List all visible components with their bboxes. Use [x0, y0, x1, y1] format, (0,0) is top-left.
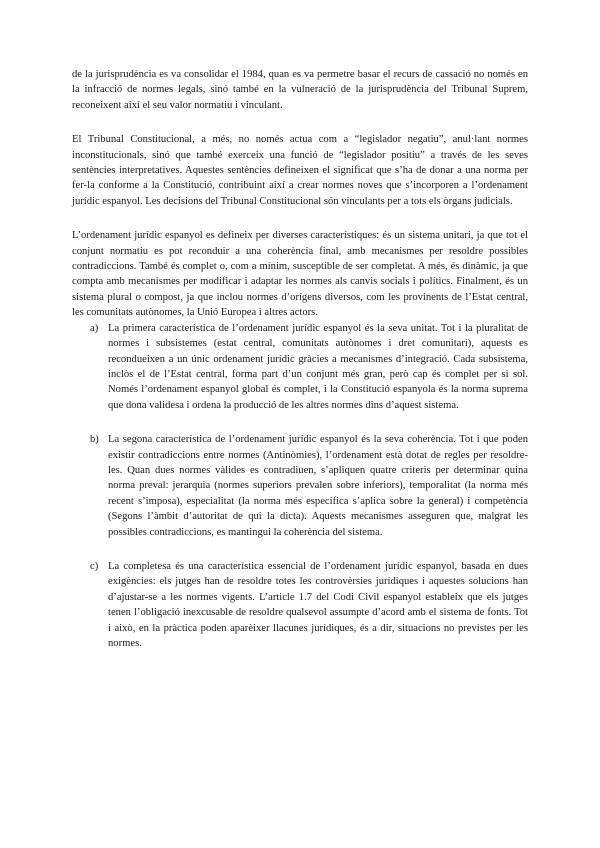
paragraph-spacer [72, 209, 528, 228]
list-marker: b) [90, 434, 99, 446]
paragraph-legal-order-characteristics: L’ordenament jurídic espanyol es defineix per diverses característiques: és un sistema unitari, ja que tot el conjunt normatiu es pot reconduir a una coherència final, amb mecanismes per resoldre possibles contradiccions. També és complet o, com a mínim, susceptible de ser completat. A més, és dinàmic, ja que compta amb mecanismes per modificar i adaptar les normes als canvis socials i polítics. Finalment, és un sistema plural o compost, ja que inclou normes d’orígens diversos, com les provinents de l’Estat central, les comunitats autònomes, la Unió Europea i altres actors. [72, 230, 528, 319]
list-item-unity [72, 321, 528, 413]
list-item-text: La primera característica de l’ordenament jurídic espanyol és la seva unitat. Tot i la pluralitat de normes i subsistemes (estat central, comunitats autònomes i dret comunitari), aquests es recondueixen a un únic ordenament jurídic gràcies a mecanismes d’integració. Cada subsistema, inclòs el de l’Estat central, forma part d’un conjunt més gran, però cap és complet per si sol. Només l’ordenament espanyol global és complet, i la Constitució espanyola és la norma suprema que dona validesa i ordena la producció de les altres normes dins d’aquest sistema. [108, 322, 528, 411]
list-item-coherence [72, 432, 528, 540]
list-item-text: La segona característica de l’ordenament jurídic espanyol és la seva coherència. Tot i que poden existir contradiccions entre normes (Antinòmies), l’ordenament està dotat de regles per resoldre-les. Quan dues normes vàlides es contradiuen, s’apliquen quatre criteris per determinar quina norma preval: jerarquia (normes superiors prevalen sobre inferiors), temporalitat (la norma més recent s’imposa), especialitat (la norma més específica s’aplica sobre la general) i competència (Segons l’àmbit d’autoritat de qui la dicta). Aquests mecanismes asseguren que, malgrat les possibles contradiccions, es mantingui la coherència del sistema. [108, 434, 528, 538]
list-spacer [72, 413, 528, 432]
paragraph-spacer [72, 113, 528, 132]
paragraph-constitutional-court: El Tribunal Constitucional, a més, no només actua com a “legislador negatiu”, anul·lant normes inconstitucionals, sinó que també exerceix una funció de “legislador positiu” a través de les seves sentències interpretatives. Aquestes sentències defineixen el significat que s’ha de donar a una norma per fer-la conforme a la Constitució, contribuint així a crear normes noves que s’incorporen a l’ordenament jurídic espanyol. Les decisions del Tribunal Constitucional són vinculants per a tots els òrgans judicials. [72, 134, 528, 207]
list-spacer [72, 540, 528, 559]
characteristics-list [72, 321, 528, 652]
list-item-completeness [72, 559, 528, 651]
paragraph-jurisprudence: de la jurisprudència es va consolidar el 1984, quan es va permetre basar el recurs de cassació no només en la infracció de normes legals, sinó també en la vulneració de la jurisprudència del Tribunal Suprem, reconeixent així el seu valor normatiu i vinculant. [72, 69, 528, 111]
list-marker: a) [90, 322, 99, 334]
list-item-text: La completesa és una característica essencial de l’ordenament jurídic espanyol, basada en dues exigències: els jutges han de resoldre totes les controvèrsies jurídiques i aquestes solucions han d’ajustar-se a les normes vigents. L’article 1.7 del Codi Civil espanyol estableix que els jutges tenen l’obligació inexcusable de resoldre qualsevol assumpte d’acord amb el sistema de fonts. Tot i això, en la pràctica poden aparèixer llacunes jurídiques, és a dir, situacions no previstes per les normes. [108, 560, 528, 649]
list-marker: c) [90, 560, 99, 572]
